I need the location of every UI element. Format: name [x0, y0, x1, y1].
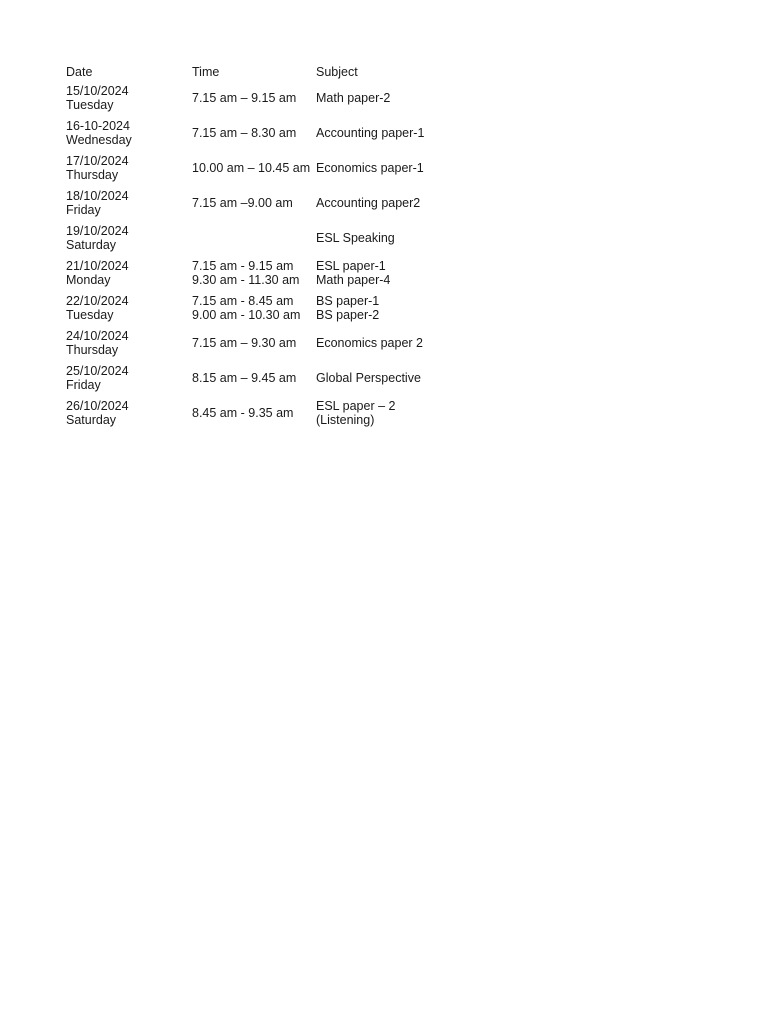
time-cell	[192, 291, 316, 326]
time-cell	[192, 221, 316, 256]
date-text: 16-10-2024	[66, 119, 130, 133]
header-date: Date	[66, 64, 93, 79]
time-text-second: 9.00 am - 10.30 am	[192, 307, 301, 322]
subject-text: ESL paper – 2	[316, 399, 396, 413]
subject-text: Economics paper-1	[316, 160, 424, 175]
header-time: Time	[192, 64, 220, 79]
schedule-row	[66, 396, 456, 431]
header-subject: Subject	[316, 64, 358, 79]
day-text: Friday	[66, 377, 101, 392]
time-cell	[192, 361, 316, 396]
date-text: 22/10/2024	[66, 294, 129, 308]
subject-cell	[316, 361, 456, 396]
date-cell	[66, 361, 192, 396]
time-text: 7.15 am –9.00 am	[192, 195, 293, 210]
subject-cell	[316, 396, 456, 431]
time-cell	[192, 116, 316, 151]
date-text: 18/10/2024	[66, 189, 129, 203]
schedule-row	[66, 256, 456, 291]
schedule-row	[66, 361, 456, 396]
exam-schedule-sheet	[66, 64, 456, 431]
time-cell	[192, 256, 316, 291]
time-text: 7.15 am – 9.30 am	[192, 335, 297, 350]
date-cell	[66, 291, 192, 326]
schedule-row	[66, 221, 456, 256]
schedule-row	[66, 326, 456, 361]
time-text: 7.15 am - 9.15 am	[192, 259, 294, 273]
date-text: 15/10/2024	[66, 84, 129, 98]
date-cell	[66, 116, 192, 151]
subject-text: ESL paper-1	[316, 259, 386, 273]
subject-text: Accounting paper2	[316, 195, 421, 210]
date-cell	[66, 151, 192, 186]
date-cell	[66, 81, 192, 116]
subject-cell	[316, 151, 456, 186]
subject-text: Global Perspective	[316, 370, 421, 385]
schedule-row	[66, 291, 456, 326]
subject-cell	[316, 116, 456, 151]
date-text: 24/10/2024	[66, 329, 129, 343]
time-text: 7.15 am - 8.45 am	[192, 294, 294, 308]
schedule-row	[66, 151, 456, 186]
exam-schedule-body	[66, 64, 456, 431]
day-text: Saturday	[66, 412, 117, 427]
time-text: 7.15 am – 8.30 am	[192, 125, 297, 140]
time-text-second: 9.30 am - 11.30 am	[192, 272, 300, 287]
subject-text: ESL Speaking	[316, 230, 395, 245]
date-text: 26/10/2024	[66, 399, 129, 413]
exam-schedule-table	[66, 64, 456, 431]
subject-cell	[316, 291, 456, 326]
subject-cell	[316, 81, 456, 116]
subject-text-second: Math paper-4	[316, 272, 391, 287]
date-cell	[66, 221, 192, 256]
header-row	[66, 64, 456, 81]
schedule-row	[66, 116, 456, 151]
time-cell	[192, 81, 316, 116]
day-text: Thursday	[66, 342, 119, 357]
date-text: 17/10/2024	[66, 154, 129, 168]
subject-text-second: (Listening)	[316, 412, 375, 427]
time-cell	[192, 326, 316, 361]
date-cell	[66, 326, 192, 361]
time-cell	[192, 186, 316, 221]
subject-cell	[316, 221, 456, 256]
day-text: Monday	[66, 272, 111, 287]
subject-cell	[316, 326, 456, 361]
day-text: Wednesday	[66, 132, 132, 147]
date-cell	[66, 396, 192, 431]
date-cell	[66, 256, 192, 291]
time-cell	[192, 151, 316, 186]
time-text: 8.45 am - 9.35 am	[192, 405, 294, 420]
subject-text: Economics paper 2	[316, 335, 424, 350]
day-text: Friday	[66, 202, 101, 217]
time-text: 8.15 am – 9.45 am	[192, 370, 297, 385]
time-cell	[192, 396, 316, 431]
date-cell	[66, 186, 192, 221]
subject-text-second: BS paper-2	[316, 307, 380, 322]
date-text: 21/10/2024	[66, 259, 129, 273]
schedule-row	[66, 81, 456, 116]
date-text: 25/10/2024	[66, 364, 129, 378]
subject-cell	[316, 186, 456, 221]
subject-text: BS paper-1	[316, 294, 380, 308]
day-text: Tuesday	[66, 307, 114, 322]
subject-text: Accounting paper-1	[316, 125, 425, 140]
subject-text: Math paper-2	[316, 90, 391, 105]
subject-cell	[316, 256, 456, 291]
day-text: Tuesday	[66, 97, 114, 112]
day-text: Saturday	[66, 237, 117, 252]
day-text: Thursday	[66, 167, 119, 182]
date-text: 19/10/2024	[66, 224, 129, 238]
time-text: 10.00 am – 10.45 am	[192, 160, 311, 175]
time-text: 7.15 am – 9.15 am	[192, 90, 297, 105]
schedule-row	[66, 186, 456, 221]
